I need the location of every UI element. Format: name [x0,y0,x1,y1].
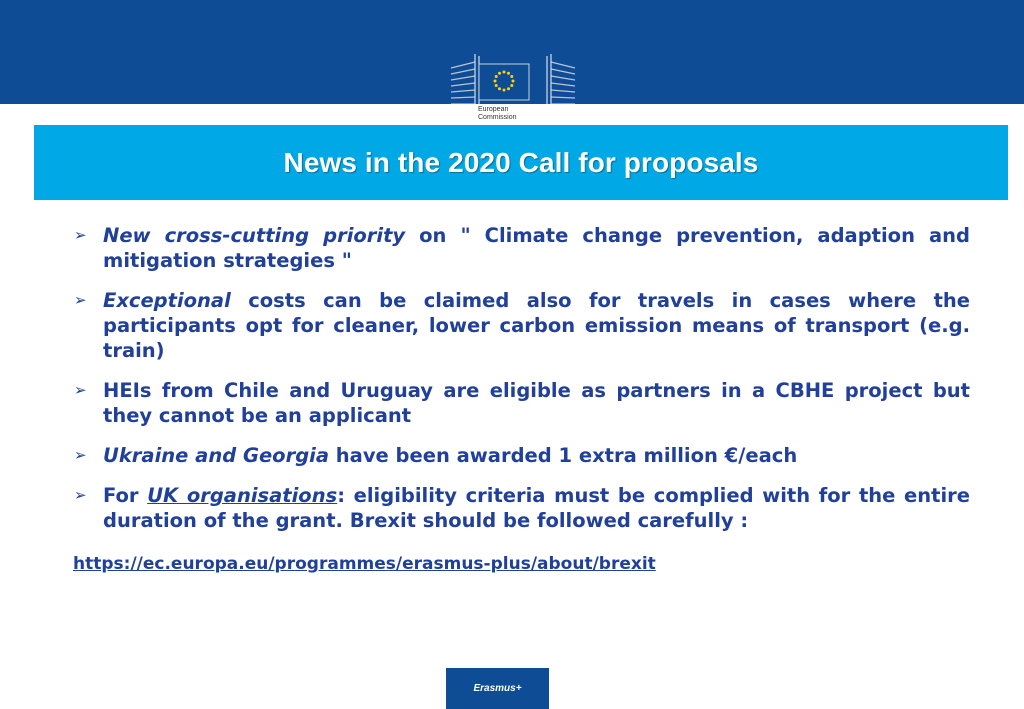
list-item [70,378,970,428]
bullet-emphasis: Ukraine and Georgia [103,444,329,467]
bullet-list [70,223,970,548]
arrow-bullet-icon: ➢ [74,446,87,464]
list-item [70,443,970,468]
bullet-text: : eligibility criteria must be complied with for the entire duration of the grant. Brexit should be followed carefully : [103,484,970,532]
arrow-bullet-icon: ➢ [74,381,87,399]
arrow-bullet-icon: ➢ [74,486,87,504]
bullet-text: have been awarded 1 extra million €/each [329,444,798,467]
bullet-prefix: For [103,484,148,507]
brexit-link[interactable]: https://ec.europa.eu/programmes/erasmus-plus/about/brexit [73,554,656,574]
bullet-text: HEIs from Chile and Uruguay are eligible as partners in a CBHE project but they cannot be an applicant [103,379,970,427]
erasmus-label: Erasmus+ [473,683,522,694]
erasmus-badge [446,668,549,709]
list-item [70,483,970,533]
bullet-emphasis: New cross-cutting priority [103,224,406,247]
list-item [70,288,970,363]
logo-caption: European Commission [478,106,517,121]
arrow-bullet-icon: ➢ [74,291,87,309]
uk-organisations-link[interactable]: UK organisations [147,484,338,507]
bullet-text: costs can be claimed also for travels in cases where the participants opt for cleaner, lower carbon emission means of transport (e.g. train) [103,289,970,362]
arrow-bullet-icon: ➢ [74,226,87,244]
bullet-emphasis: Exceptional [103,289,231,312]
page-title: News in the 2020 Call for proposals [283,146,759,178]
list-item [70,223,970,273]
bullet-text: on " Climate change prevention, adaption and mitigation strategies " [103,224,970,272]
title-band [34,125,1008,200]
